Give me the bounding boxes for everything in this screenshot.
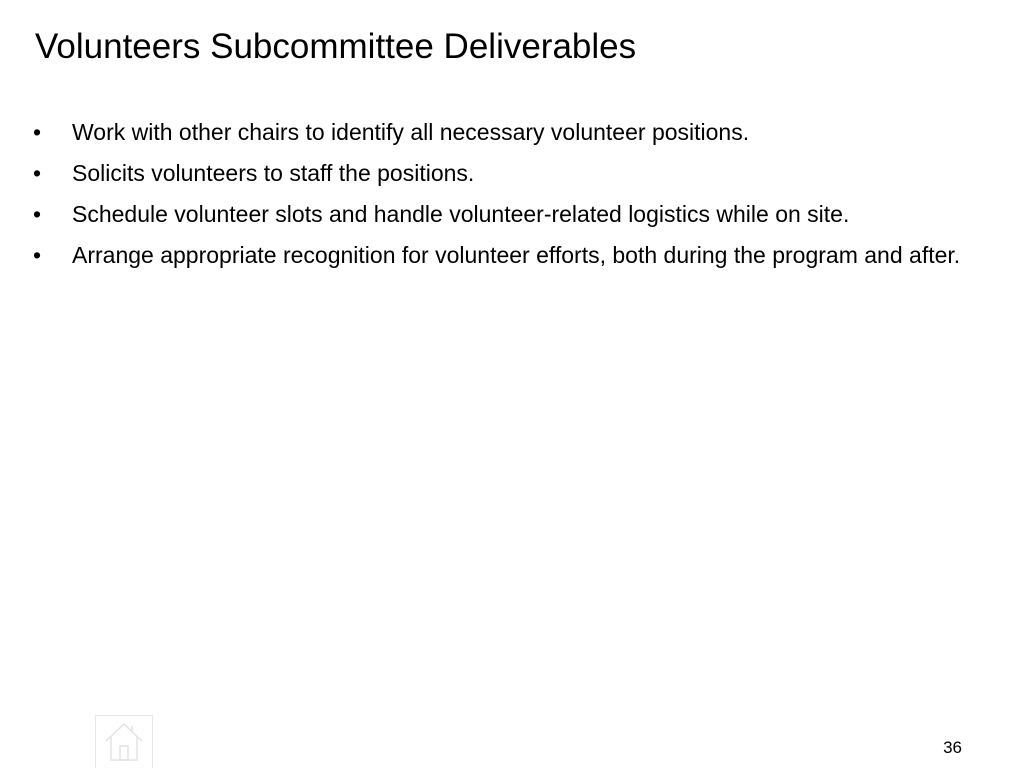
bullet-item xyxy=(0,197,1024,231)
bullet-item xyxy=(0,156,1024,190)
home-button[interactable] xyxy=(95,715,153,768)
home-icon xyxy=(104,720,144,764)
bullet-text: Work with other chairs to identify all necessary volunteer positions. xyxy=(72,119,750,145)
slide-title: Volunteers Subcommittee Deliverables xyxy=(35,27,637,66)
bullet-list xyxy=(0,115,1024,279)
bullet-marker: • xyxy=(33,201,42,227)
bullet-text: Arrange appropriate recognition for volunteer efforts, both during the program and after. xyxy=(72,242,961,268)
bullet-marker: • xyxy=(33,119,42,145)
page-number: 36 xyxy=(943,738,962,757)
bullet-marker: • xyxy=(33,242,42,268)
bullet-marker: • xyxy=(33,160,42,186)
bullet-text: Schedule volunteer slots and handle volunteer-related logistics while on site. xyxy=(72,201,850,227)
bullet-item xyxy=(0,238,1024,272)
bullet-text: Solicits volunteers to staff the positions. xyxy=(72,160,475,186)
bullet-item xyxy=(0,115,1024,149)
